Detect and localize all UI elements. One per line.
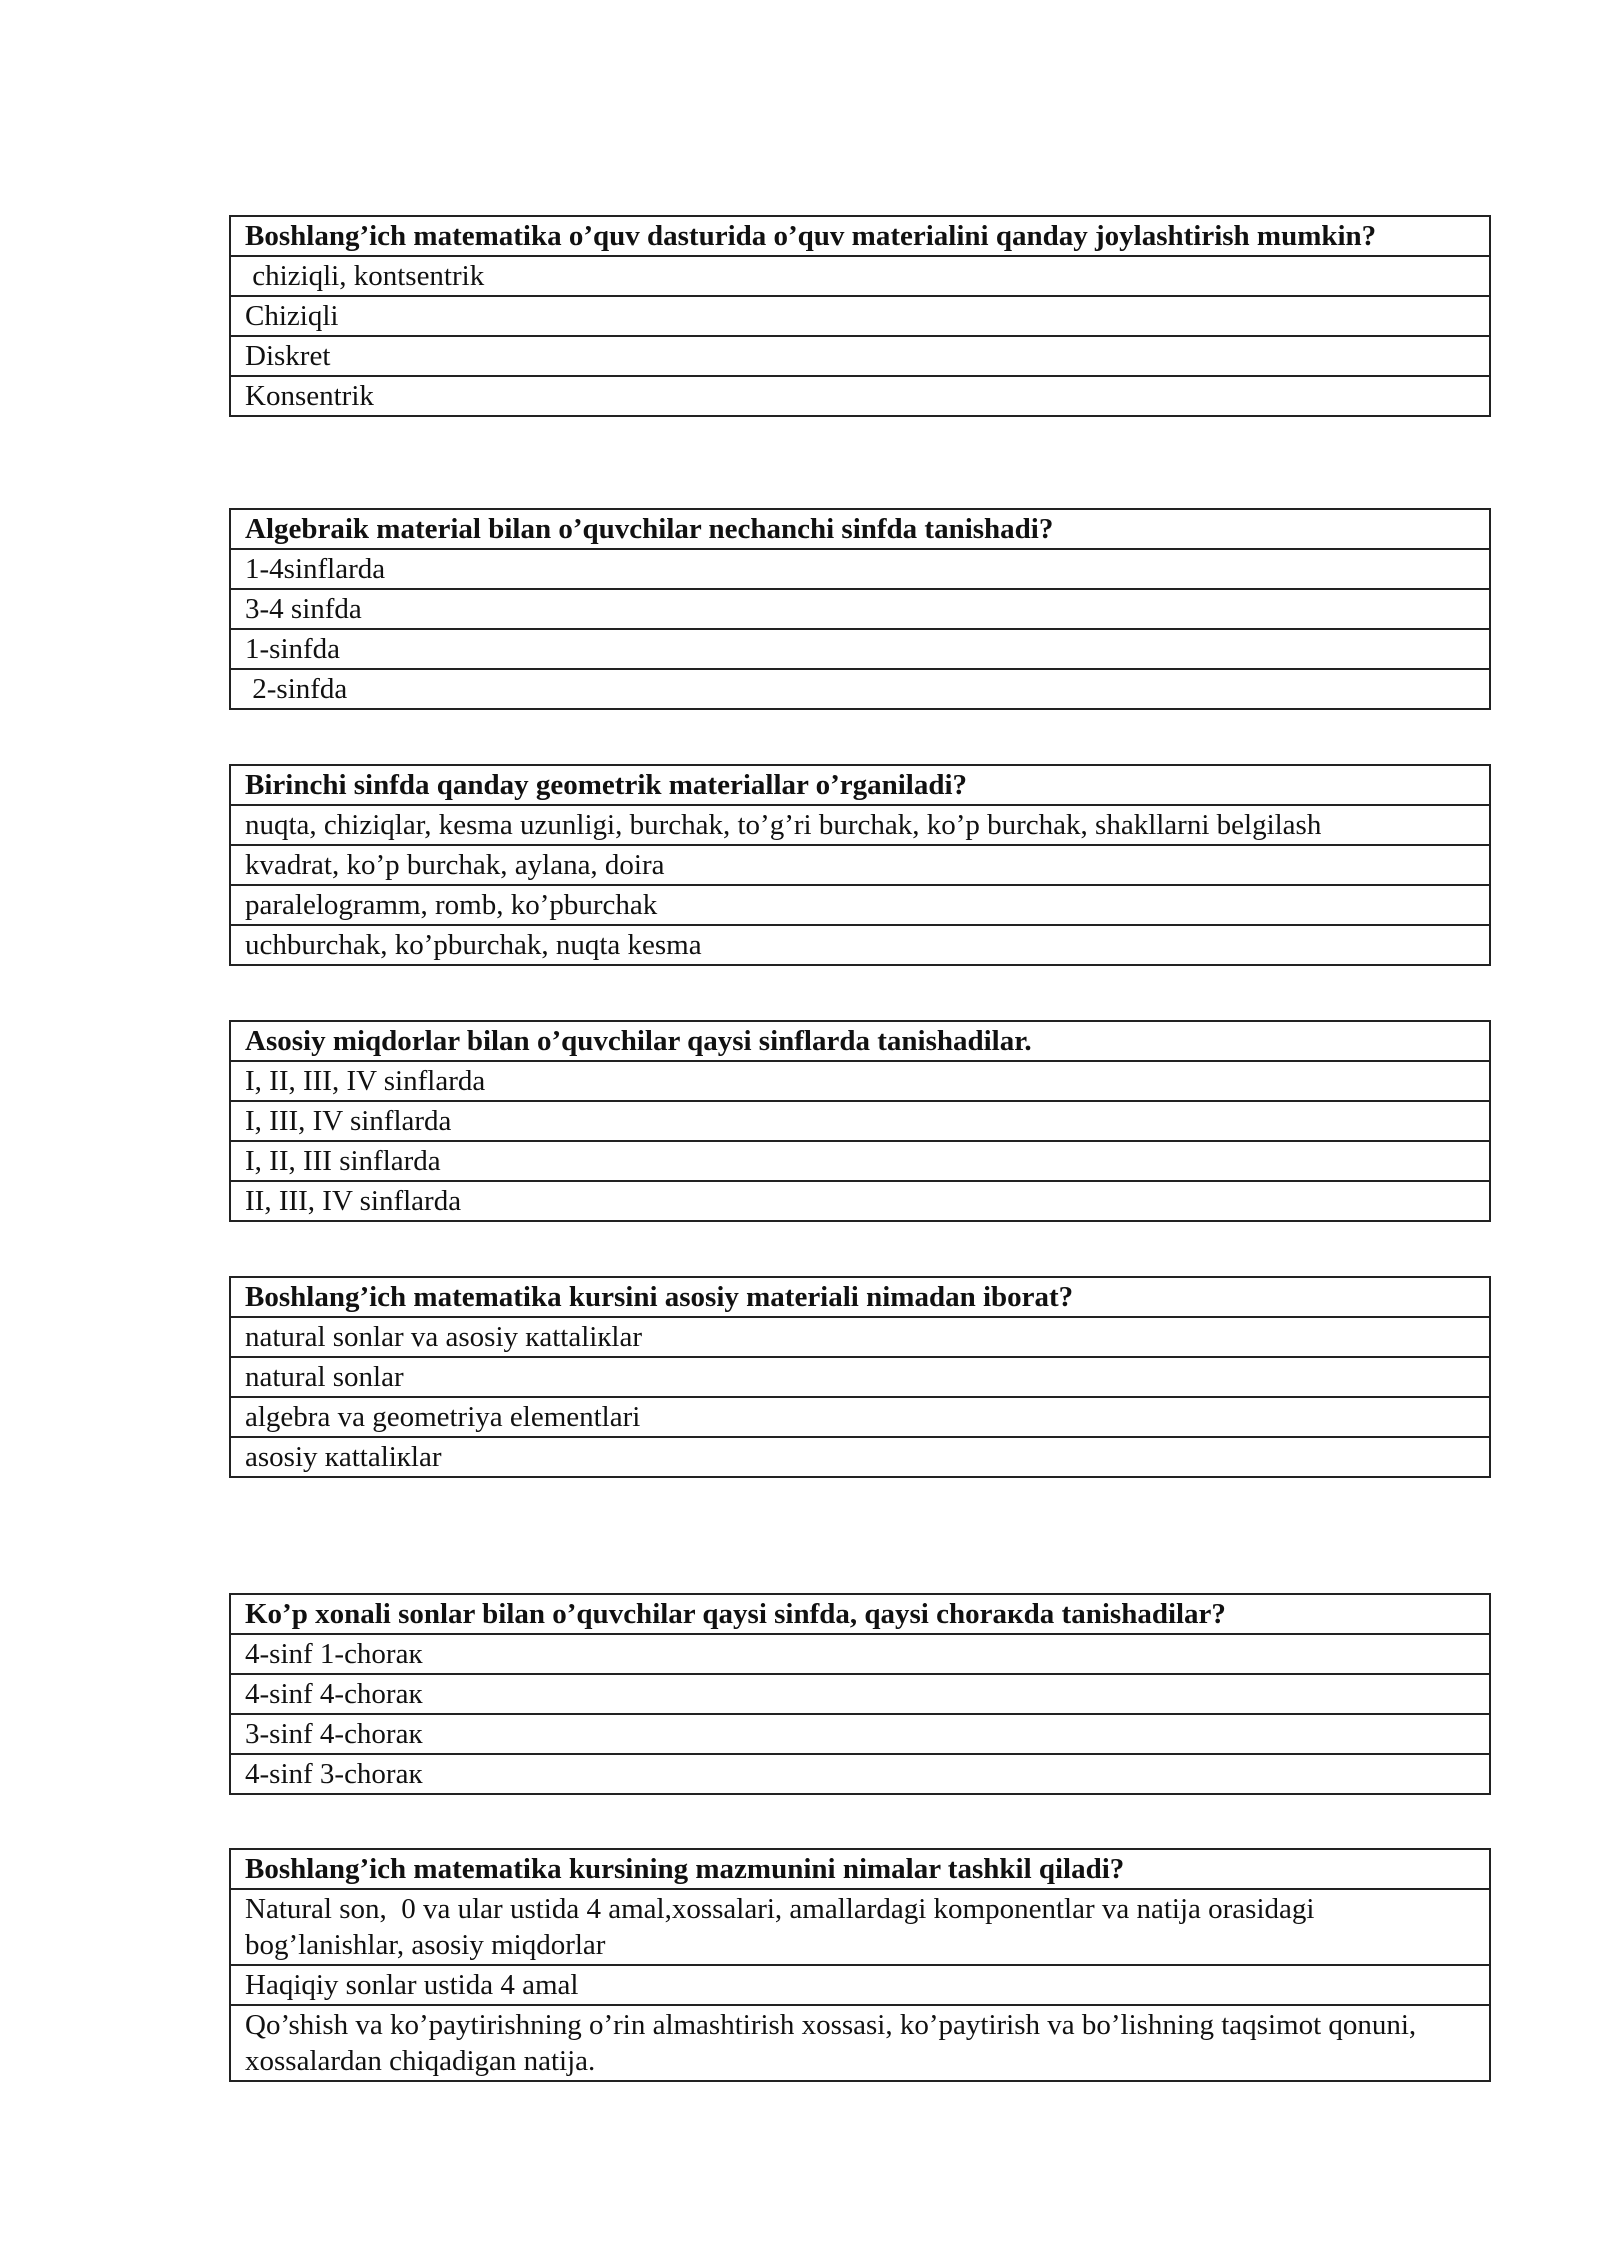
- answer-option: Chiziqli: [230, 296, 1490, 336]
- question-text: Boshlang’ich matematika kursini asosiy materiali nimadan iborat?: [230, 1277, 1490, 1317]
- answer-option: Konsentrik: [230, 376, 1490, 416]
- question-table: [229, 764, 1491, 966]
- answer-option: 1-4sinflarda: [230, 549, 1490, 589]
- answer-option: 4-sinf 4-choraк: [230, 1674, 1490, 1714]
- answer-option: 2-sinfda: [230, 669, 1490, 709]
- question-table: [229, 215, 1491, 417]
- answer-option: 3-4 sinfda: [230, 589, 1490, 629]
- answer-option: 4-sinf 1-choraк: [230, 1634, 1490, 1674]
- answer-option: kvadrat, ko’p burchak, aylana, doira: [230, 845, 1490, 885]
- answer-option: 3-sinf 4-choraк: [230, 1714, 1490, 1754]
- answer-option: chiziqli, kontsentrik: [230, 256, 1490, 296]
- question-text: Algebraik material bilan o’quvchilar nechanchi sinfda tanishadi?: [230, 509, 1490, 549]
- answer-option: algebra va geometriya elementlari: [230, 1397, 1490, 1437]
- answer-option: 4-sinf 3-choraк: [230, 1754, 1490, 1794]
- question-table: [229, 1848, 1491, 2082]
- answer-option: asosiy кattaliкlar: [230, 1437, 1490, 1477]
- answer-option: nuqta, chiziqlar, kesma uzunligi, burchak, to’g’ri burchak, ko’p burchak, shakllarni belgilash: [230, 805, 1490, 845]
- answer-option: Diskret: [230, 336, 1490, 376]
- question-text: Asosiy miqdorlar bilan o’quvchilar qaysi sinflarda tanishadilar.: [230, 1021, 1490, 1061]
- answer-option: II, III, IV sinflarda: [230, 1181, 1490, 1221]
- answer-option: 1-sinfda: [230, 629, 1490, 669]
- question-table: [229, 508, 1491, 710]
- question-table: [229, 1276, 1491, 1478]
- question-text: Boshlang’ich matematika o’quv dasturida o’quv materialini qanday joylashtirish mumkin?: [230, 216, 1490, 256]
- question-table: [229, 1593, 1491, 1795]
- answer-option: uchburchak, ko’pburchak, nuqta kesma: [230, 925, 1490, 965]
- answer-option: natural sonlar: [230, 1357, 1490, 1397]
- question-text: Boshlang’ich matematika kursining mazmunini nimalar tashkil qiladi?: [230, 1849, 1490, 1889]
- answer-option: paralelogramm, romb, ko’pburchak: [230, 885, 1490, 925]
- answer-option: Haqiqiy sonlar ustida 4 amal: [230, 1965, 1490, 2005]
- question-text: Ko’p xonali sonlar bilan o’quvchilar qaysi sinfda, qaysi choraкda tanishadilar?: [230, 1594, 1490, 1634]
- answer-option: I, II, III sinflarda: [230, 1141, 1490, 1181]
- question-table: [229, 1020, 1491, 1222]
- answer-option: Natural son, 0 va ular ustida 4 amal,xossalari, amallardagi komponentlar va natija orasidagi bog’lanishlar, asosiy miqdorlar: [230, 1889, 1490, 1965]
- answer-option: Qo’shish va ko’paytirishning o’rin almashtirish xossasi, ko’paytirish va bo’lishning taqsimot qonuni, xossalardan chiqadigan natija.: [230, 2005, 1490, 2081]
- answer-option: I, II, III, IV sinflarda: [230, 1061, 1490, 1101]
- answer-option: natural sonlar va asosiy кattaliкlar: [230, 1317, 1490, 1357]
- answer-option: I, III, IV sinflarda: [230, 1101, 1490, 1141]
- question-text: Birinchi sinfda qanday geometrik materiallar o’rganiladi?: [230, 765, 1490, 805]
